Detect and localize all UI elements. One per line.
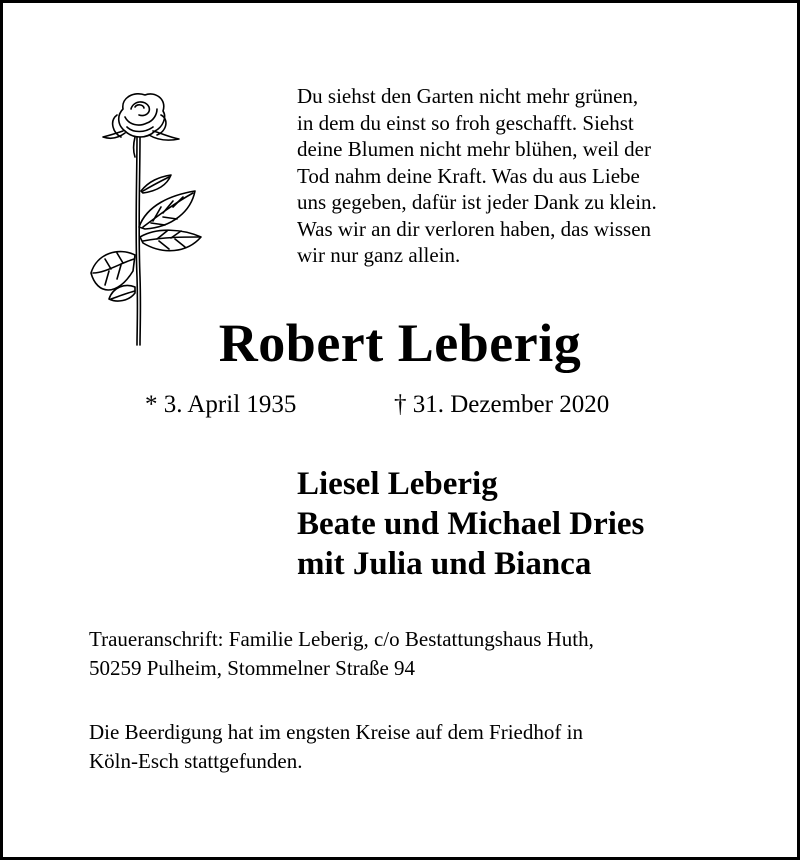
death-date: † 31. Dezember 2020 xyxy=(394,391,610,418)
burial-line: Köln-Esch stattgefunden. xyxy=(89,749,303,773)
poem-line: deine Blumen nicht mehr blühen, weil der xyxy=(297,137,651,161)
birth-date: * 3. April 1935 xyxy=(145,391,297,418)
poem xyxy=(297,83,757,269)
mourning-address xyxy=(89,625,594,683)
burial-note xyxy=(89,718,583,776)
burial-line: Die Beerdigung hat im engsten Kreise auf dem Friedhof in xyxy=(89,720,583,744)
poem-line: uns gegeben, dafür ist jeder Dank zu klein. xyxy=(297,190,657,214)
family-names xyxy=(297,464,644,584)
poem-line: in dem du einst so froh geschafft. Siehst xyxy=(297,110,634,135)
poem-line: Was wir an dir verloren haben, das wissen xyxy=(297,216,652,241)
family-line: Beate und Michael Dries xyxy=(297,506,645,542)
address-line: 50259 Pulheim, Stommelner Straße 94 xyxy=(89,656,416,680)
family-line: Liesel Leberig xyxy=(297,466,498,502)
address-line: Traueranschrift: Familie Leberig, c/o Bestattungshaus Huth, xyxy=(89,627,594,651)
family-line: mit Julia und Bianca xyxy=(297,546,592,582)
poem-line: wir nur ganz allein. xyxy=(297,243,461,267)
deceased-name: Robert Leberig xyxy=(218,313,582,373)
poem-line: Du siehst den Garten nicht mehr grünen, xyxy=(297,84,639,108)
poem-line: Tod nahm deine Kraft. Was du aus Liebe xyxy=(297,163,640,188)
